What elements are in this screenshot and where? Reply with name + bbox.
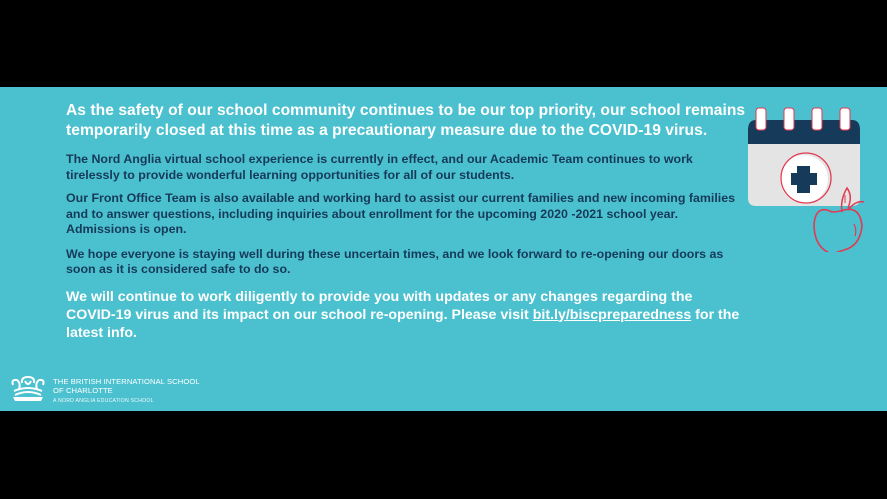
front-office-paragraph: Our Front Office Team is also available and working hard to assist our current families and new incoming families and to answer questions, including inquiries about enrollment for the upcoming 2020 -2021 school year. Admissions is open.	[66, 191, 736, 236]
school-tagline: A NORD ANGLIA EDUCATION SCHOOL	[53, 398, 154, 404]
updates-text-end: for the latest info.	[66, 306, 740, 341]
crown-crest-icon	[9, 375, 47, 403]
announcement-banner	[0, 87, 887, 411]
virtual-school-paragraph: The Nord Anglia virtual school experience is currently in effect, and our Academic Team continues to work tirelessly to provide wonderful learning opportunities for all of our students.	[66, 152, 693, 182]
school-logo	[9, 375, 200, 405]
school-name-line1: THE BRITISH INTERNATIONAL SCHOOL	[53, 377, 200, 386]
wellbeing-paragraph: We hope everyone is staying well during these uncertain times, and we look forward to re-opening our doors as soon as it is considered safe to do so.	[66, 246, 724, 276]
announcement-content	[66, 101, 746, 342]
headline: As the safety of our school community continues to be our top priority, our school remains temporarily closed at this time as a precautionary measure due to the COVID-19 virus.	[66, 102, 746, 139]
calendar-health-illustration	[744, 100, 879, 252]
school-name-line2: OF CHARLOTTE	[53, 386, 113, 395]
updates-text: We will continue to work diligently to provide you with updates or any changes regarding the COVID-19 virus and its impact on our school re-opening. Please visit	[66, 288, 693, 323]
calendar-medical-icon	[744, 100, 879, 252]
updates-paragraph	[66, 288, 746, 342]
preparedness-link[interactable]: bit.ly/biscpreparedness	[532, 306, 692, 323]
